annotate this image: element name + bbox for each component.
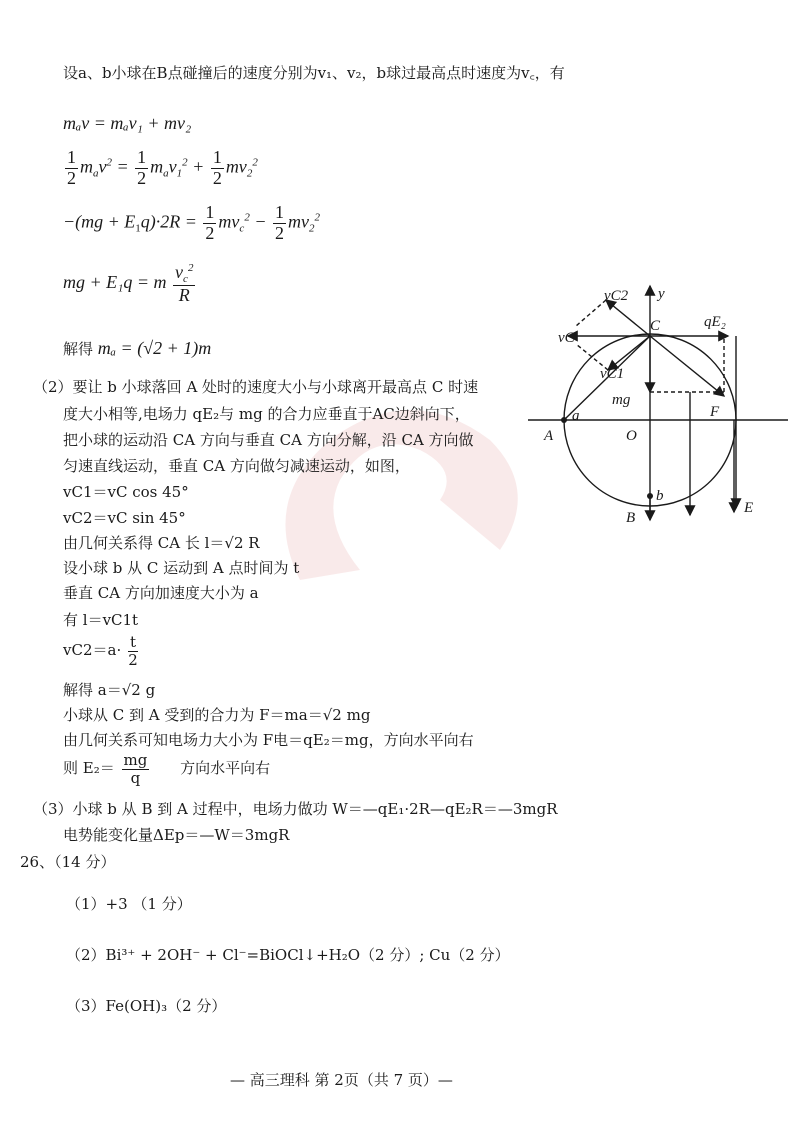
fraction-rhs: 方向水平向右 [180, 759, 271, 777]
physics-diagram [528, 280, 788, 550]
label-e: E [744, 500, 754, 516]
part2-line-fraction [63, 634, 140, 668]
label-o: O [626, 428, 637, 444]
q26-answer2: （2）Bi³⁺ + 2OH⁻ + Cl⁻=BiOCl↓+H₂O（2 分）; Cu（2 分） [66, 946, 510, 964]
part3-line1: （3）小球 b 从 B 到 A 过程中，电场力做功 W＝—qE₁·2R—qE₂R＝—3mgR [33, 800, 558, 818]
label-vc2: vC2 [604, 288, 629, 304]
part2-line: 度大小相等,电场力 qE₂与 mg 的合力应垂直于AC边斜向下， [63, 405, 470, 423]
equation-work-energy: $-(mg + E_1q)\cdot 2R$ = $\frac{1}{2}$ $mv_c^2$ − $\frac{1}{2}$ $mv_2^2$ [63, 202, 320, 243]
solve-result: mₐ = (√2 + 1)m [97, 338, 212, 358]
part2-line: 有 l＝vC1t [63, 611, 139, 629]
fraction-lhs: vC2＝a· [63, 641, 122, 659]
part2-line: 垂直 CA 方向加速度大小为 a [63, 584, 259, 602]
q26-answer1: （1）+3 （1 分） [66, 895, 192, 913]
fraction-den: q [130, 768, 141, 787]
fraction-num: mg [123, 751, 148, 769]
equation-centripetal-lhs: mg + E₁q = m [63, 272, 167, 293]
solve-line [63, 338, 211, 359]
part2-line: 小球从 C 到 A 受到的合力为 F＝ma＝√2 mg [63, 706, 371, 724]
part2-line-fraction [63, 752, 270, 786]
label-a-lower: a [572, 408, 580, 424]
label-b-lower: b [656, 488, 664, 504]
q26-header: 26、（14 分） [20, 853, 116, 871]
q26-answer3: （3）Fe(OH)₃（2 分） [66, 997, 227, 1015]
intro-text: 设a、b小球在B点碰撞后的速度分别为v₁、v₂，b球过最高点时速度为v꜀，有 [63, 64, 565, 82]
label-f: F [710, 404, 720, 420]
equation-momentum: mₐv = mₐv₁ + mv₂ [63, 113, 192, 133]
label-vc1: vC1 [600, 366, 625, 382]
equation-energy: $\frac{1}{2}$ $m_av^2$ = $\frac{1}{2}$ $m_av_1^2$ + $\frac{1}{2}$ $mv_2^2$ [67, 147, 258, 188]
part2-line: vC2＝vC sin 45° [63, 509, 186, 527]
fraction-lhs: 则 E₂＝ [63, 759, 115, 777]
part2-line: 由几何关系得 CA 长 l＝√2 R [63, 534, 260, 552]
label-c: C [650, 318, 661, 334]
equation-centripetal: mg + E₁q = m $\frac{v_c^2}{R}$ [63, 262, 194, 306]
label-a-upper: A [544, 428, 554, 444]
part2-line: 由几何关系可知电场力大小为 F电＝qE₂＝mg，方向水平向右 [63, 731, 474, 749]
solve-label: 解得 [63, 340, 94, 358]
label-b-upper: B [626, 510, 636, 526]
page-footer: — 高三理科 第 2页（共 7 页）— [230, 1071, 453, 1089]
ball-a [561, 417, 567, 423]
part2-line: 设小球 b 从 C 运动到 A 点时间为 t [63, 559, 300, 577]
part2-line: 把小球的运动沿 CA 方向与垂直 CA 方向分解，沿 CA 方向做 [63, 431, 474, 449]
part2-line: 解得 a＝√2 g [63, 681, 156, 699]
part2-header: （2）要让 b 小球落回 A 处时的速度大小与小球离开最高点 C 时速 [33, 378, 479, 396]
label-mg: mg [612, 392, 631, 408]
resultant-f [650, 336, 724, 396]
part2-line: 匀速直线运动，垂直 CA 方向做匀减速运动，如图， [63, 457, 410, 475]
part2-line: vC1＝vC cos 45° [63, 483, 189, 501]
fraction-num: t [130, 633, 137, 651]
ball-b [647, 493, 653, 499]
fraction-den: 2 [128, 650, 138, 669]
label-qe2: qE₂ [704, 314, 726, 330]
part3-line2: 电势能变化量ΔEp＝—W＝3mgR [63, 826, 290, 844]
label-y: y [658, 286, 665, 302]
velocity-vc2 [606, 300, 650, 336]
label-vc: vC [558, 330, 575, 346]
